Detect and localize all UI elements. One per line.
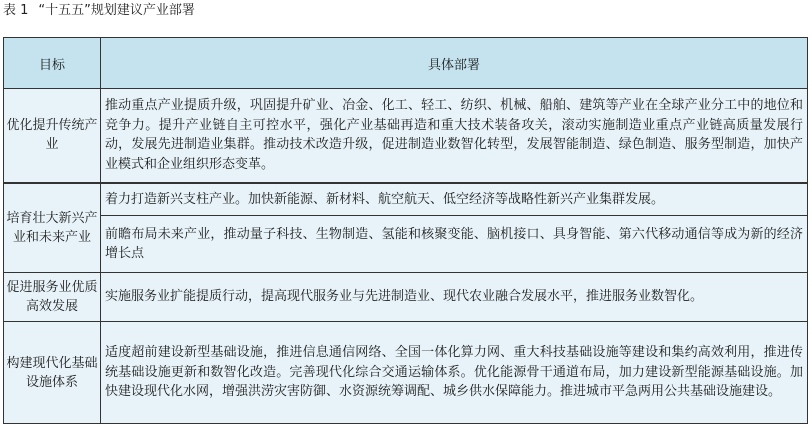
table-row-service-industry (4, 273, 808, 322)
table-header-row (4, 38, 808, 89)
detail-cell: 前瞻布局未来产业，推动量子科技、生物制造、氢能和核聚变能、脑机接口、具身智能、第六代移动通信等成为新的经济增长点 (101, 216, 808, 273)
detail-cell: 实施服务业扩能提质行动，提高现代服务业与先进制造业、现代农业融合发展水平，推进服务业数智化。 (101, 273, 808, 322)
goal-cell: 促进服务业优质高效发展 (4, 273, 101, 322)
header-detail: 具体部署 (101, 38, 808, 89)
table-row-future-industry (4, 216, 808, 273)
industry-deployment-table (3, 37, 808, 424)
detail-cell: 推动重点产业提质升级，巩固提升矿业、冶金、化工、轻工、纺织、机械、船舶、建筑等产业在全球产业分工中的地位和竞争力。提升产业链自主可控水平，强化产业基础再造和重大技术装备攻关，滚动实施制造业重点产业链高质量发展行动，发展先进制造业集群。推动技术改造升级，促进制造业数智化转型，发展智能制造、绿色制造、服务型制造，加快产业模式和企业组织形态变革。 (101, 89, 808, 183)
table-row-emerging-industry (4, 183, 808, 216)
table-row-traditional-industry (4, 89, 808, 183)
table-number: 表 1 (3, 3, 29, 18)
table-row-infrastructure (4, 322, 808, 424)
detail-cell: 着力打造新兴支柱产业。加快新能源、新材料、航空航天、低空经济等战略性新兴产业集群发展。 (101, 183, 808, 216)
goal-cell: 优化提升传统产业 (4, 89, 101, 183)
table-caption (3, 1, 195, 21)
header-goal: 目标 (4, 38, 101, 89)
goal-cell: 培育壮大新兴产业和未来产业 (4, 183, 101, 273)
table-title: “十五五”规划建议产业部署 (38, 3, 195, 18)
detail-cell: 适度超前建设新型基础设施，推进信息通信网络、全国一体化算力网、重大科技基础设施等建设和集约高效利用，推进传统基础设施更新和数智化改造。完善现代化综合交通运输体系。优化能源骨干通道布局，加力建设新型能源基础设施。加快建设现代化水网，增强洪涝灾害防御、水资源统筹调配、城乡供水保障能力。推进城市平急两用公共基础设施建设。 (101, 322, 808, 424)
goal-cell: 构建现代化基础设施体系 (4, 322, 101, 424)
